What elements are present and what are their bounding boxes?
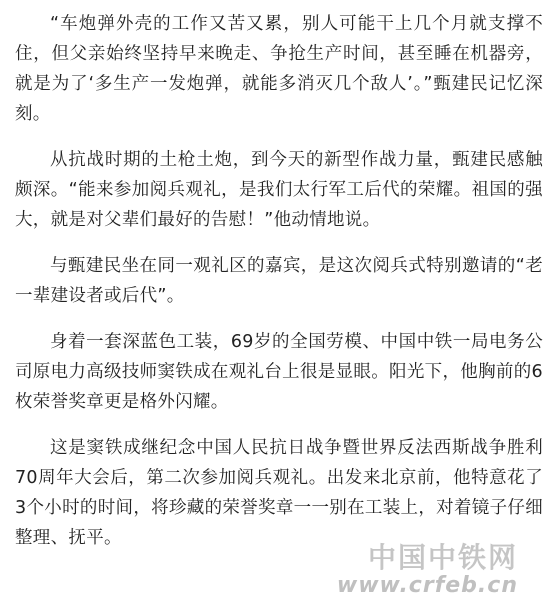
paragraph-3: 与甄建民坐在同一观礼区的嘉宾，是这次阅兵式特别邀请的“老一辈建设者或后代”。 — [15, 256, 543, 306]
paragraph-4: 身着一套深蓝色工装，69岁的全国劳模、中国中铁一局电务公司原电力高级技师窦铁成在观礼台上很是显眼。阳光下，他胸前的6枚荣誉奖章更是格外闪耀。 — [15, 332, 543, 412]
watermark-url: www.crfeb.cn — [336, 573, 518, 598]
paragraph-2: 从抗战时期的土枪土炮，到今天的新型作战力量，甄建民感触颇深。“能来参加阅兵观礼，是我们太行军工后代的荣耀。祖国的强大，就是对父辈们最好的告慰！”他动情地说。 — [15, 150, 543, 230]
watermark-name: 中国中铁网 — [367, 541, 518, 574]
article-body — [15, 9, 543, 569]
paragraph-5: 这是窦铁成继纪念中国人民抗日战争暨世界反法西斯战争胜利70周年大会后，第二次参加阅兵观礼。出发来北京前，他特意花了3个小时的时间，将珍藏的荣誉奖章一一别在工装上，对着镜子仔细整理、抚平。 — [15, 438, 543, 548]
paragraph-1: “车炮弹外壳的工作又苦又累，别人可能干上几个月就支撑不住，但父亲始终坚持早来晚走、争抢生产时间，甚至睡在机器旁，就是为了‘多生产一发炮弹，就能多消灭几个敌人’。”甄建民记忆深刻。 — [15, 14, 543, 124]
